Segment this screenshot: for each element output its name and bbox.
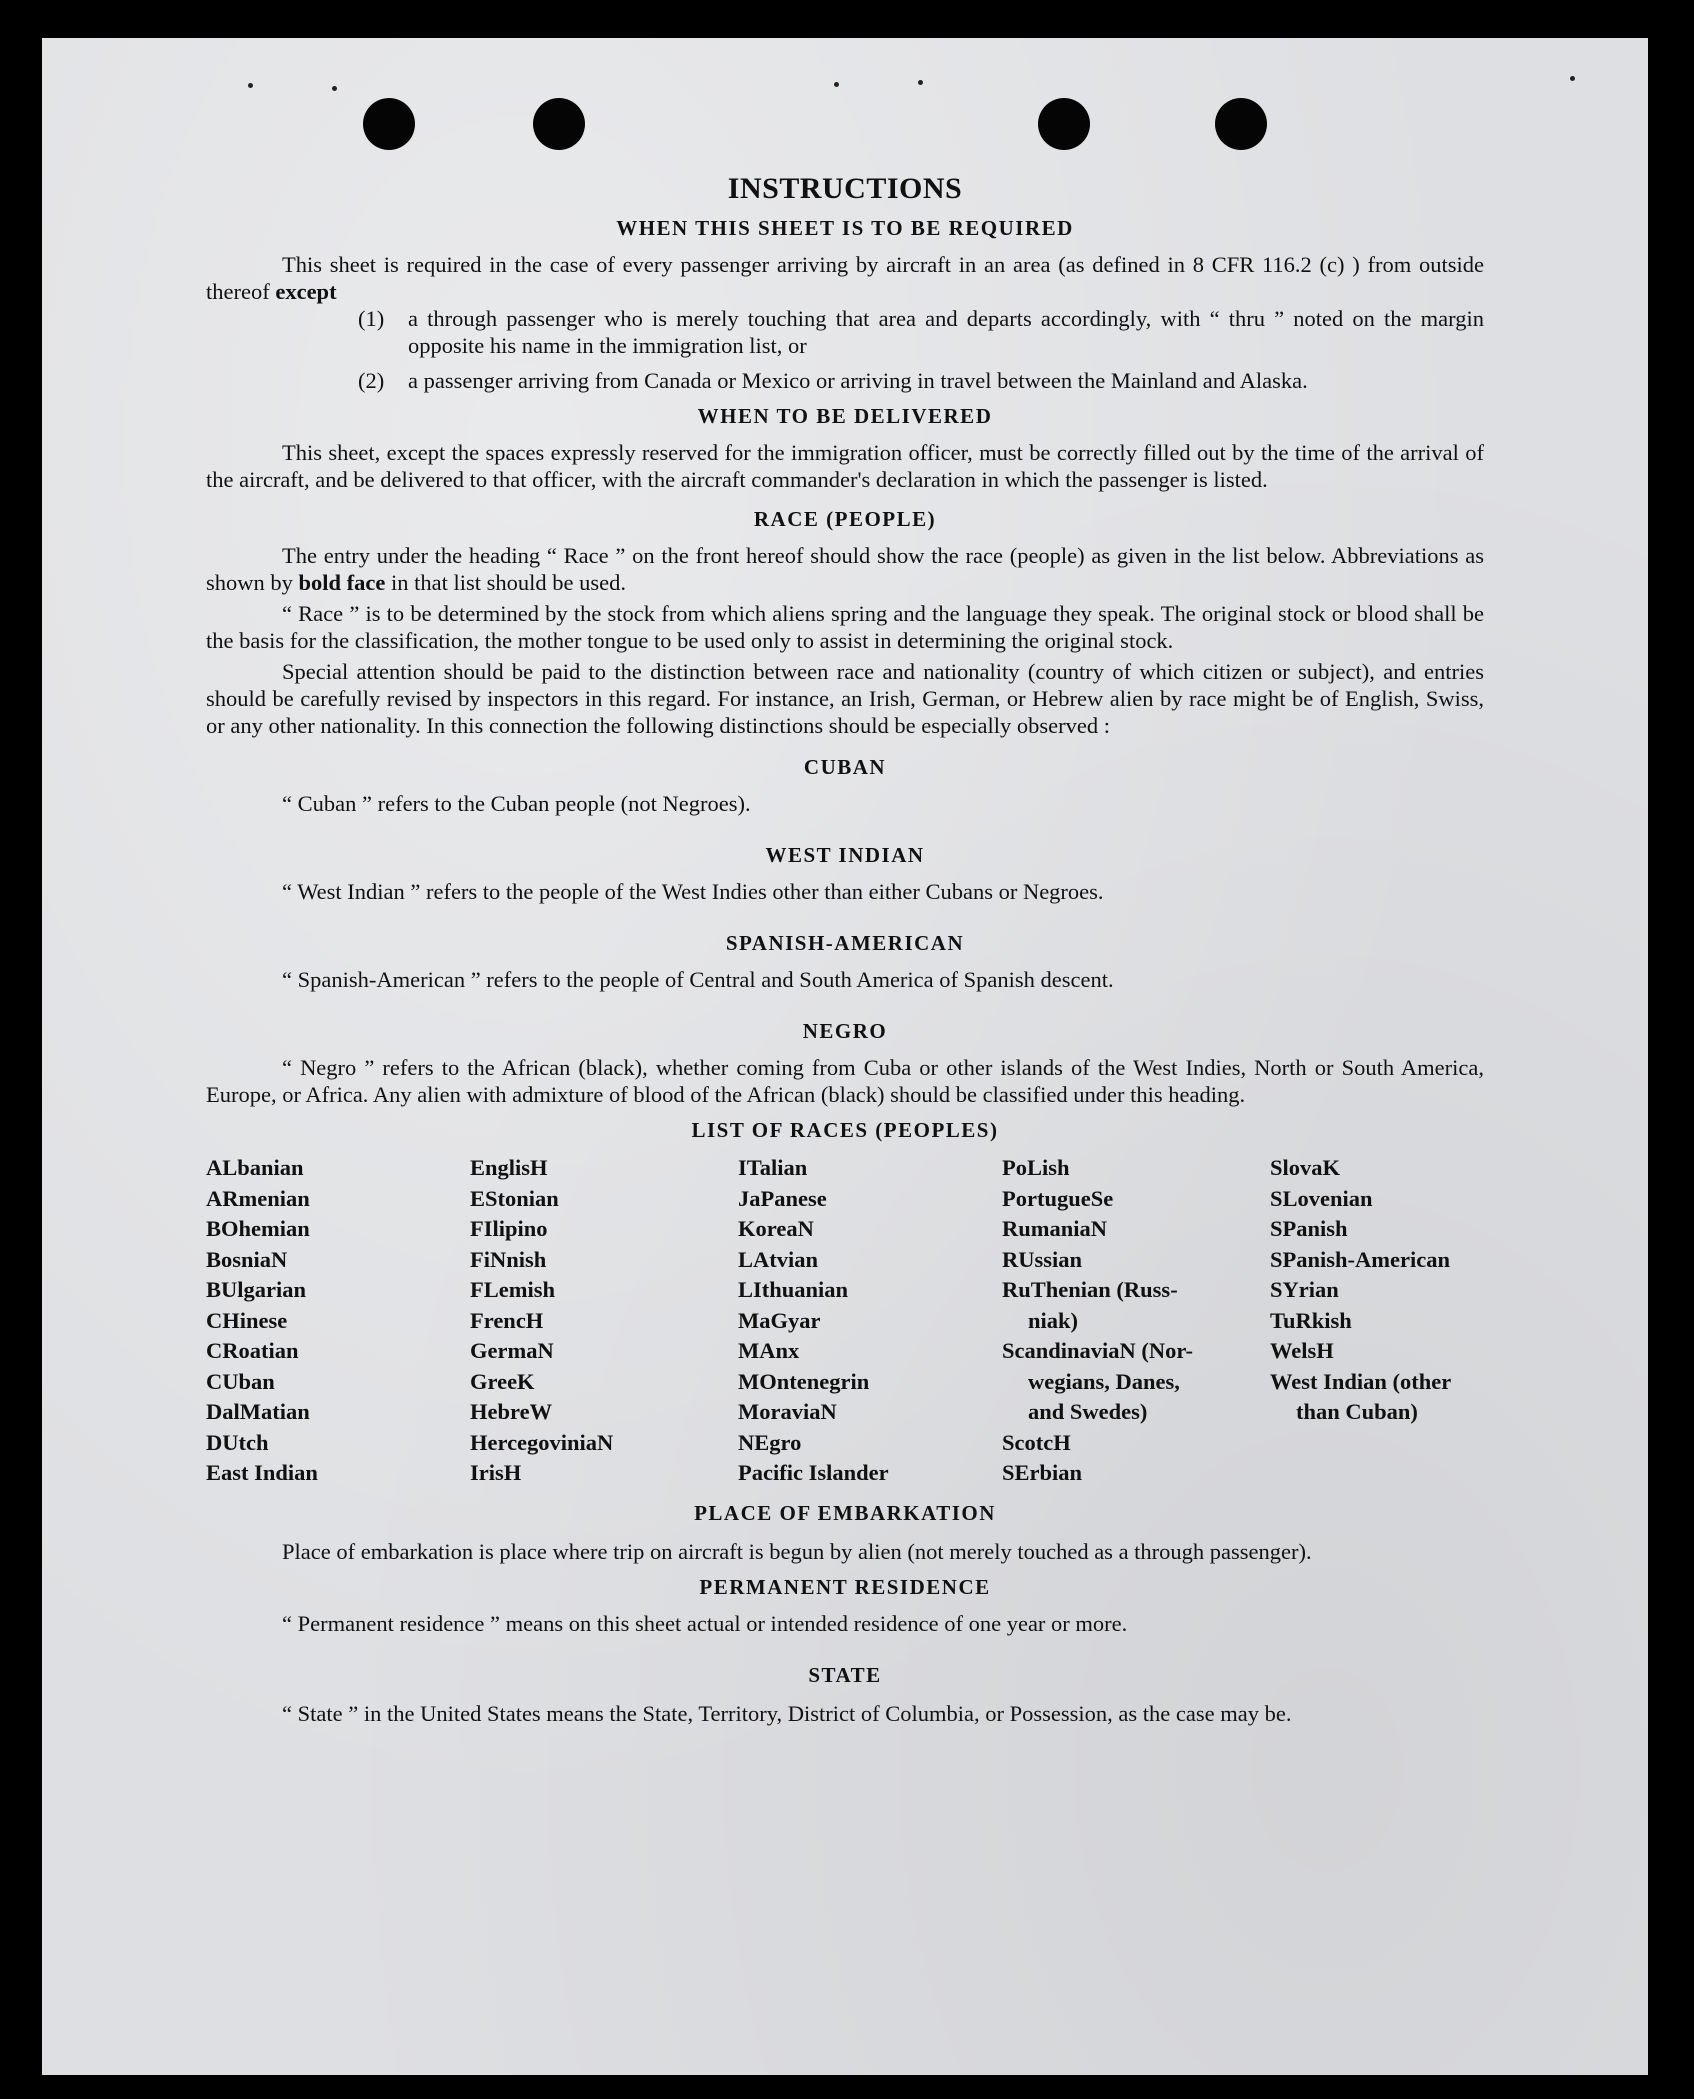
race-item-continued: niak) bbox=[1028, 1307, 1079, 1333]
punch-hole bbox=[363, 98, 415, 150]
race-item: ARmenian bbox=[206, 1185, 310, 1211]
race-item: FLemish bbox=[470, 1277, 556, 1302]
delivered-text: This sheet, except the spaces expressly reserved for the immigration officer, must be correctly filled out by the time of the arrival of the aircraft, and be delivered to that officer, with the aircraft commander's declaration in which the passenger is listed. bbox=[206, 440, 1484, 492]
race-item: JaPanese bbox=[738, 1185, 827, 1211]
state-text: “ State ” in the United States means the State, Territory, District of Columbia, or Possession, as the case may be. bbox=[282, 1700, 1292, 1726]
race-item: ScotcH bbox=[1002, 1429, 1071, 1455]
race-item: SPanish-American bbox=[1270, 1246, 1450, 1272]
race-item: KoreaN bbox=[738, 1216, 814, 1241]
race-item: CUban bbox=[206, 1368, 275, 1394]
heading-permanent-residence: PERMANENT RESIDENCE bbox=[699, 1574, 991, 1599]
required-intro: This sheet is required in the case of every passenger arriving by aircraft in an area (as defined in 8 CFR 116.2 (c) ) from outside thereof except bbox=[206, 252, 1484, 304]
race-item: SlovaK bbox=[1270, 1155, 1341, 1180]
race-item: BUlgarian bbox=[206, 1277, 307, 1302]
speck bbox=[1570, 76, 1575, 81]
race-item: SErbian bbox=[1002, 1460, 1083, 1485]
races-column-2 bbox=[470, 1153, 738, 1489]
race-item-continued: and Swedes) bbox=[1028, 1399, 1148, 1424]
race-item: ITalian bbox=[738, 1155, 808, 1180]
race-item: East Indian bbox=[206, 1460, 318, 1485]
race-item: GreeK bbox=[470, 1368, 535, 1394]
races-list bbox=[206, 1153, 1484, 1489]
speck bbox=[834, 82, 839, 87]
cuban-text: “ Cuban ” refers to the Cuban people (not Negroes). bbox=[282, 791, 751, 816]
required-item-1: (1) a through passenger who is merely touching that area and departs accordingly, with “ thru ” noted on the margin opposite his name in the immigration list, or bbox=[358, 306, 1484, 358]
race-item: HercegoviniaN bbox=[470, 1429, 614, 1455]
race-item: MoraviaN bbox=[738, 1399, 837, 1424]
race-item: RUssian bbox=[1002, 1246, 1083, 1272]
race-item: PortugueSe bbox=[1002, 1185, 1114, 1211]
heading-spanish-american: SPANISH-AMERICAN bbox=[725, 931, 965, 955]
race-item: RuThenian (Russ- bbox=[1002, 1277, 1178, 1302]
race-paragraph-3: Special attention should be paid to the distinction between race and nationality (country of which citizen or subject), and entries should be carefully revised by inspectors in this regard. For instance, an Irish, German, or Hebrew alien by race might be of English, Swiss, or any other nationality. In this connection the following distinctions should be especially observed : bbox=[206, 659, 1484, 738]
speck bbox=[332, 86, 337, 91]
instructions-content bbox=[206, 172, 1484, 1729]
west-indian-text: “ West Indian ” refers to the people of the West Indies other than either Cubans or Negroes. bbox=[282, 879, 1104, 904]
heading-state: STATE bbox=[808, 1662, 882, 1687]
race-item: RumaniaN bbox=[1002, 1216, 1108, 1241]
race-item: Pacific Islander bbox=[738, 1460, 889, 1485]
race-paragraph-2: “ Race ” is to be determined by the stock from which aliens spring and the language they speak. The original stock or blood shall be the basis for the classification, the mother tongue to be used only to assist in determining the original stock. bbox=[206, 601, 1484, 653]
race-item: BosniaN bbox=[206, 1246, 288, 1272]
heading-west-indian: WEST INDIAN bbox=[765, 843, 925, 867]
race-item: SPanish bbox=[1270, 1216, 1348, 1241]
races-column-4 bbox=[1002, 1153, 1270, 1489]
race-item: CHinese bbox=[206, 1307, 288, 1333]
race-item: SLovenian bbox=[1270, 1185, 1373, 1211]
heading-required: WHEN THIS SHEET IS TO BE REQUIRED bbox=[616, 216, 1074, 240]
page-title: INSTRUCTIONS bbox=[727, 172, 963, 205]
race-item: MAnx bbox=[738, 1338, 800, 1363]
race-item-continued: than Cuban) bbox=[1296, 1399, 1418, 1424]
punch-hole bbox=[533, 98, 585, 150]
race-item: NEgro bbox=[738, 1429, 802, 1455]
heading-cuban: CUBAN bbox=[803, 755, 887, 779]
race-item: FIlipino bbox=[470, 1216, 548, 1241]
race-item: DUtch bbox=[206, 1429, 269, 1455]
race-item: SYrian bbox=[1270, 1277, 1339, 1302]
required-item-2: (2) a passenger arriving from Canada or Mexico or arriving in travel between the Mainland and Alaska. bbox=[358, 368, 1308, 393]
race-item: EStonian bbox=[470, 1185, 559, 1211]
races-column-5 bbox=[1270, 1153, 1484, 1489]
punch-hole bbox=[1215, 98, 1267, 150]
permanent-residence-text: “ Permanent residence ” means on this sheet actual or intended residence of one year or more. bbox=[282, 1610, 1128, 1636]
race-item: DalMatian bbox=[206, 1399, 310, 1424]
race-item: FiNnish bbox=[470, 1246, 547, 1272]
spanish-american-text: “ Spanish-American ” refers to the people of Central and South America of Spanish descent. bbox=[282, 967, 1114, 992]
race-item: CRoatian bbox=[206, 1338, 299, 1363]
race-item: ScandinaviaN (Nor- bbox=[1002, 1338, 1194, 1363]
race-item: LAtvian bbox=[738, 1246, 819, 1272]
punch-hole bbox=[1038, 98, 1090, 150]
race-item: West Indian (other bbox=[1270, 1368, 1452, 1394]
heading-delivered: WHEN TO BE DELIVERED bbox=[697, 404, 993, 428]
heading-embarkation: PLACE OF EMBARKATION bbox=[694, 1500, 996, 1525]
race-item: PoLish bbox=[1002, 1155, 1070, 1180]
heading-list-of-races: LIST OF RACES (PEOPLES) bbox=[691, 1118, 999, 1142]
negro-text: “ Negro ” refers to the African (black), whether coming from Cuba or other islands of the West Indies, North or South America, Europe, or Africa. Any alien with admixture of blood of the African (black) should be classified under this heading. bbox=[206, 1055, 1484, 1107]
race-item: IrisH bbox=[470, 1460, 522, 1485]
race-item: GermaN bbox=[470, 1338, 554, 1363]
race-item: HebreW bbox=[470, 1399, 553, 1424]
races-column-1 bbox=[206, 1153, 470, 1489]
race-item: BOhemian bbox=[206, 1216, 310, 1241]
races-column-3 bbox=[738, 1153, 1002, 1489]
race-item: MaGyar bbox=[738, 1307, 821, 1333]
speck bbox=[918, 80, 923, 85]
embarkation-text: Place of embarkation is place where trip on aircraft is begun by alien (not merely touched as a through passenger). bbox=[282, 1538, 1312, 1564]
race-item: LIthuanian bbox=[738, 1277, 849, 1302]
race-item: FrencH bbox=[470, 1307, 544, 1333]
speck bbox=[248, 83, 253, 88]
race-item: ALbanian bbox=[206, 1155, 304, 1180]
race-item-continued: wegians, Danes, bbox=[1028, 1368, 1180, 1394]
race-paragraph-1: The entry under the heading “ Race ” on the front hereof should show the race (people) as given in the list below. Abbreviations as shown by bold face in that list should be used. bbox=[206, 543, 1484, 595]
race-item: TuRkish bbox=[1270, 1307, 1352, 1333]
race-item: WelsH bbox=[1270, 1338, 1334, 1363]
race-item: MOntenegrin bbox=[738, 1368, 870, 1394]
heading-race: RACE (PEOPLE) bbox=[753, 507, 937, 531]
heading-negro: NEGRO bbox=[802, 1019, 888, 1043]
race-item: EnglisH bbox=[470, 1155, 548, 1180]
